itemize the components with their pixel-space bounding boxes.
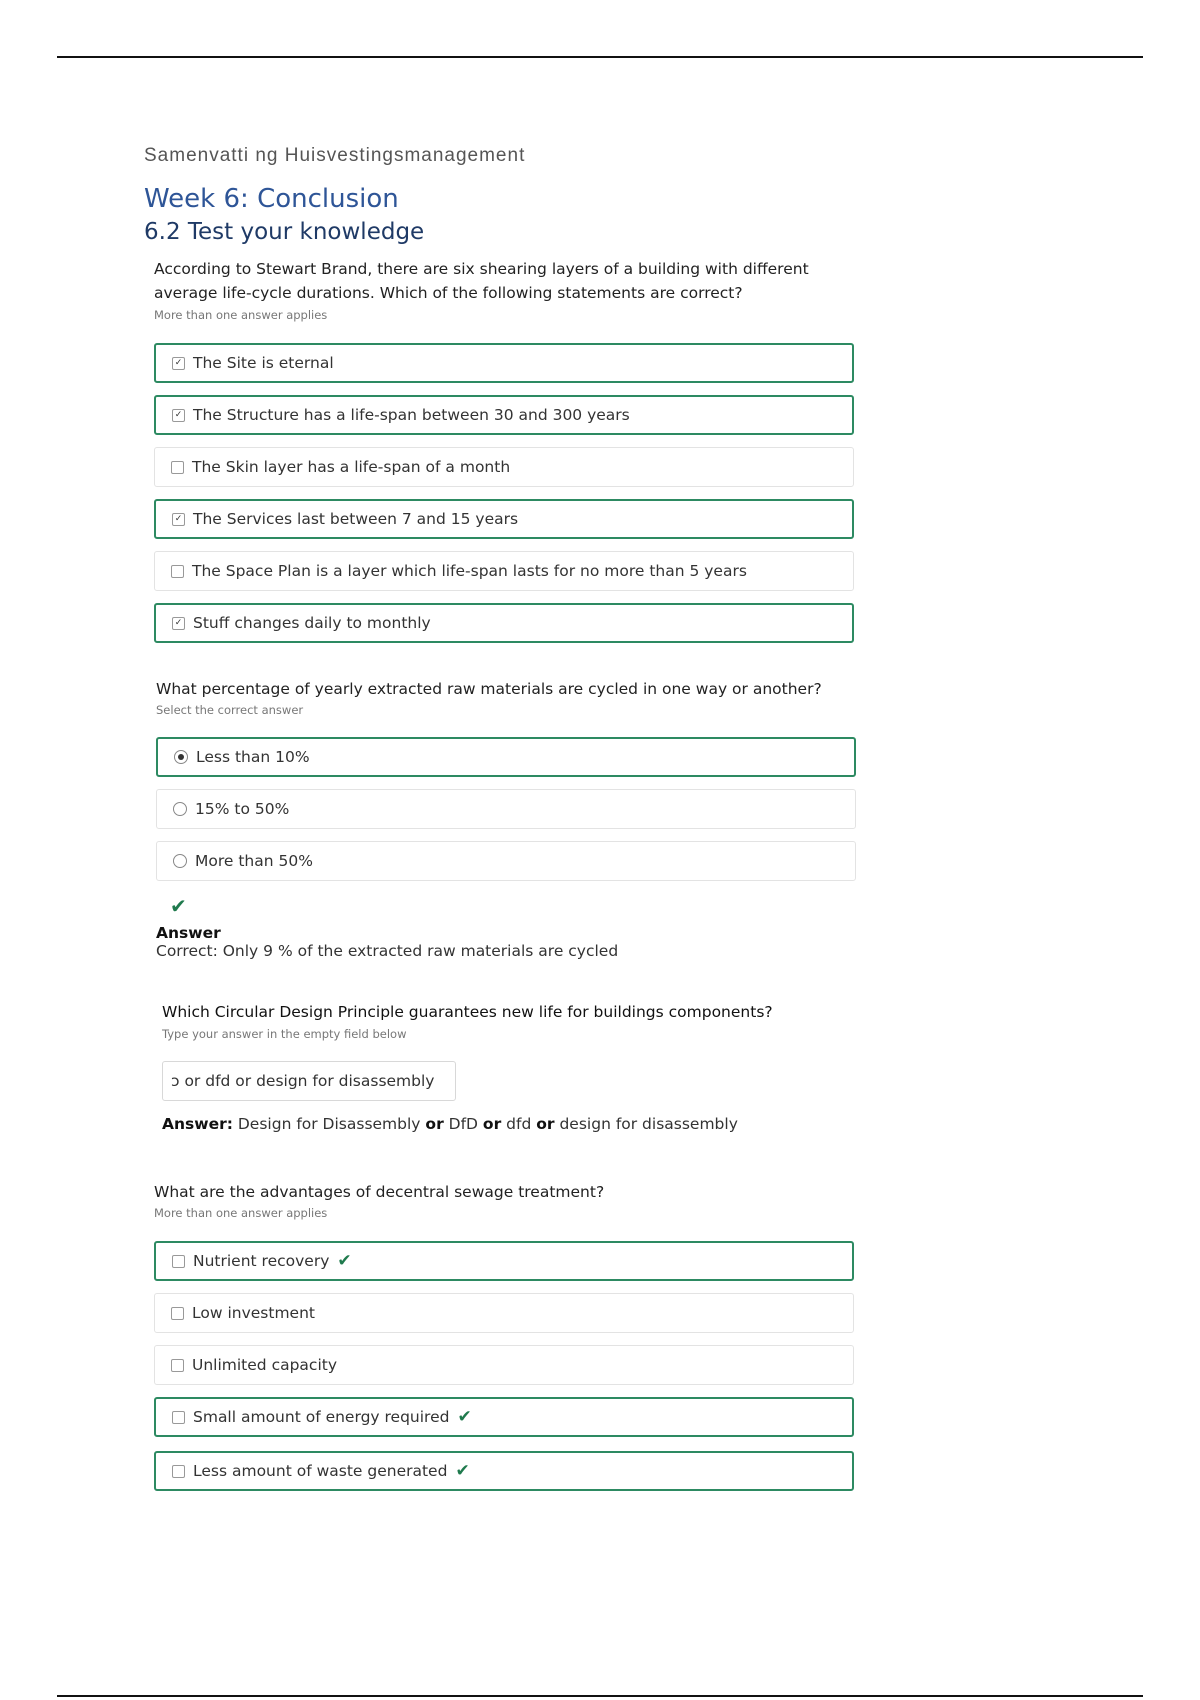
q1-option-5[interactable] bbox=[154, 551, 854, 591]
q1-question-line1: According to Stewart Brand, there are six shearing layers of a building with different bbox=[154, 260, 809, 278]
checkbox-icon[interactable] bbox=[171, 461, 184, 474]
checkbox-icon[interactable] bbox=[172, 1411, 185, 1424]
q4-hint: More than one answer applies bbox=[154, 1206, 328, 1220]
q4-option-1[interactable] bbox=[154, 1241, 854, 1281]
q1-option-5-label: The Space Plan is a layer which life-span lasts for no more than 5 years bbox=[192, 562, 747, 580]
q1-question-line2: average life-cycle durations. Which of the following statements are correct? bbox=[154, 284, 743, 302]
q1-option-6-label: Stuff changes daily to monthly bbox=[193, 614, 431, 632]
checkbox-icon[interactable] bbox=[171, 565, 184, 578]
q2-option-2[interactable] bbox=[156, 789, 856, 829]
q3-answer-part: Design for Disassembly bbox=[237, 1115, 421, 1133]
q2-answer-text: Correct: Only 9 % of the extracted raw materials are cycled bbox=[156, 942, 619, 960]
document-header: Samenvatti ng Huisvestingsmanagement bbox=[144, 145, 526, 166]
q1-option-6[interactable] bbox=[154, 603, 854, 643]
check-icon: ✔ bbox=[337, 1251, 352, 1271]
radio-icon[interactable] bbox=[173, 854, 187, 868]
q1-hint: More than one answer applies bbox=[154, 308, 328, 322]
q3-answer-part: design for disassembly bbox=[559, 1115, 738, 1133]
q2-option-3[interactable] bbox=[156, 841, 856, 881]
q3-answer-input[interactable]: ɔ or dfd or design for disassembly bbox=[162, 1061, 456, 1101]
q4-option-2-label: Low investment bbox=[192, 1304, 315, 1322]
q1-option-2-label: The Structure has a life-span between 30 and 300 years bbox=[193, 406, 630, 424]
q3-answer-or: or bbox=[482, 1115, 502, 1133]
q3-question: Which Circular Design Principle guarantees new life for buildings components? bbox=[162, 1003, 773, 1021]
top-rule bbox=[57, 56, 1143, 58]
q3-answer-or: or bbox=[425, 1115, 444, 1133]
bottom-rule bbox=[57, 1695, 1143, 1697]
q4-option-5[interactable] bbox=[154, 1451, 854, 1491]
section-title: 6.2 Test your knowledge bbox=[144, 219, 425, 245]
checkbox-icon[interactable] bbox=[172, 1255, 185, 1268]
q3-answer-label: Answer: bbox=[162, 1115, 233, 1133]
q4-question: What are the advantages of decentral sewage treatment? bbox=[154, 1183, 605, 1201]
checkbox-checked-icon[interactable]: ✓ bbox=[172, 409, 185, 422]
q3-answer-part: dfd bbox=[506, 1115, 532, 1133]
q3-answer-part: DfD bbox=[448, 1115, 478, 1133]
q1-option-1[interactable] bbox=[154, 343, 854, 383]
q2-answer-label: Answer bbox=[156, 924, 221, 942]
q2-option-3-label: More than 50% bbox=[195, 852, 313, 870]
q3-answer bbox=[162, 1115, 738, 1133]
checkbox-icon[interactable] bbox=[171, 1359, 184, 1372]
q2-question: What percentage of yearly extracted raw materials are cycled in one way or another? bbox=[156, 680, 822, 698]
q1-option-3[interactable] bbox=[154, 447, 854, 487]
check-icon: ✔ bbox=[455, 1461, 470, 1481]
q1-option-1-label: The Site is eternal bbox=[193, 354, 334, 372]
checkbox-icon[interactable] bbox=[171, 1307, 184, 1320]
q4-option-2[interactable] bbox=[154, 1293, 854, 1333]
q1-option-4-label: The Services last between 7 and 15 years bbox=[193, 510, 519, 528]
checkbox-checked-icon[interactable]: ✓ bbox=[172, 617, 185, 630]
q2-option-1[interactable] bbox=[156, 737, 856, 777]
radio-selected-icon[interactable] bbox=[174, 750, 188, 764]
checkbox-icon[interactable] bbox=[172, 1465, 185, 1478]
q4-option-3[interactable] bbox=[154, 1345, 854, 1385]
page-title: Week 6: Conclusion bbox=[144, 184, 399, 214]
correct-check-icon: ✔ bbox=[170, 894, 187, 918]
radio-icon[interactable] bbox=[173, 802, 187, 816]
q1-option-2[interactable] bbox=[154, 395, 854, 435]
q4-option-3-label: Unlimited capacity bbox=[192, 1356, 338, 1374]
checkbox-checked-icon[interactable]: ✓ bbox=[172, 357, 185, 370]
q3-answer-or: or bbox=[536, 1115, 555, 1133]
q4-option-4[interactable] bbox=[154, 1397, 854, 1437]
q4-option-5-label: Less amount of waste generated bbox=[193, 1462, 448, 1480]
q1-option-4[interactable] bbox=[154, 499, 854, 539]
q2-option-1-label: Less than 10% bbox=[196, 748, 310, 766]
q1-option-3-label: The Skin layer has a life-span of a month bbox=[192, 458, 511, 476]
q3-hint: Type your answer in the empty field below bbox=[162, 1027, 407, 1041]
q2-hint: Select the correct answer bbox=[156, 703, 304, 717]
checkbox-checked-icon[interactable]: ✓ bbox=[172, 513, 185, 526]
q2-option-2-label: 15% to 50% bbox=[195, 800, 290, 818]
check-icon: ✔ bbox=[457, 1407, 472, 1427]
q4-option-1-label: Nutrient recovery bbox=[193, 1252, 330, 1270]
q4-option-4-label: Small amount of energy required bbox=[193, 1408, 450, 1426]
